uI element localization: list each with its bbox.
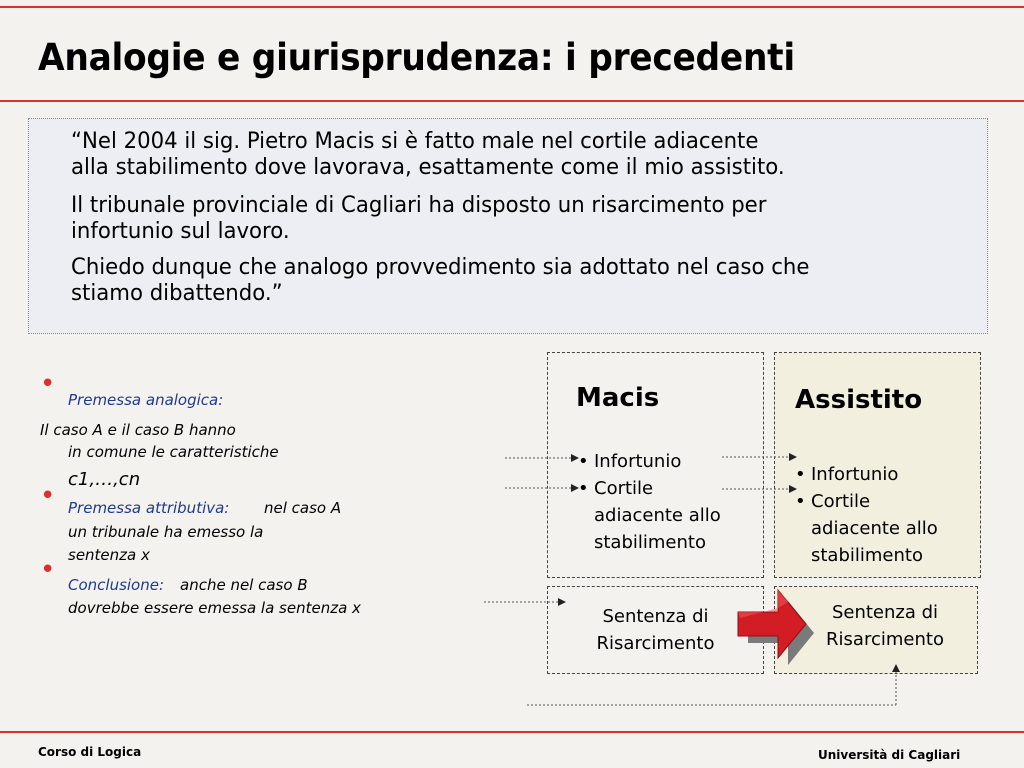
macis-title: Macis — [576, 383, 660, 413]
bullet-icon: • — [40, 481, 56, 511]
assistito-title: Assistito — [795, 385, 923, 415]
premise-analogical-text: Il caso A e il caso B hanno — [40, 421, 236, 439]
list-item-continuation: stabilimento — [594, 532, 706, 553]
quote-line: Chiedo dunque che analogo provvedimento sia adottato nel caso che — [71, 255, 810, 280]
premise-analogical-text: in comune le caratteristiche — [68, 443, 279, 461]
premise-attributive-text: un tribunale ha emesso la — [68, 523, 264, 541]
list-item-continuation: adiacente allo — [594, 505, 721, 526]
footer-course: Corso di Logica — [38, 745, 142, 759]
sentence-line: Sentenza di — [602, 606, 709, 627]
quote-line: Il tribunale provinciale di Cagliari ha disposto un risarcimento per — [71, 193, 767, 218]
conclusion-text: anche nel caso B — [180, 576, 308, 594]
conclusion-text: dovrebbe essere emessa la sentenza x — [68, 599, 361, 617]
quote-line: “Nel 2004 il sig. Pietro Macis si è fatto male nel cortile adiacente — [71, 129, 759, 154]
premise-analogical-text: c1,…,cn — [68, 469, 141, 490]
footer-rule — [0, 731, 1024, 733]
list-item: • Infortunio — [576, 448, 721, 475]
bullet-icon: • — [40, 555, 56, 585]
quote-line: infortunio sul lavoro. — [71, 219, 290, 244]
quote-line: alla stabilimento dove lavorava, esattamente come il mio assistito. — [71, 155, 785, 180]
list-item: • Infortunio — [793, 461, 938, 488]
page-title: Analogie e giurisprudenza: i precedenti — [38, 36, 795, 79]
premise-analogical-label: Premessa analogica: — [68, 391, 224, 409]
right-arrow-icon — [738, 590, 814, 665]
sentence-line: Risarcimento — [826, 629, 944, 650]
premise-attributive-label: Premessa attributiva: — [68, 499, 230, 517]
premise-attributive-text: nel caso A — [264, 499, 342, 517]
footer-university: Università di Cagliari — [818, 748, 961, 762]
list-item: • Cortile — [576, 475, 721, 502]
sentence-line: Sentenza di — [831, 602, 939, 623]
quote-line: stiamo dibattendo.” — [71, 281, 283, 306]
conclusion-label: Conclusione: — [68, 576, 165, 594]
list-item-continuation: stabilimento — [811, 545, 923, 566]
list-item: • Cortile — [793, 488, 938, 515]
list-item-continuation: adiacente allo — [811, 518, 938, 539]
bullet-icon: • — [40, 369, 56, 399]
sentence-line: Risarcimento — [596, 633, 715, 654]
premise-attributive-text: sentenza x — [68, 546, 150, 564]
